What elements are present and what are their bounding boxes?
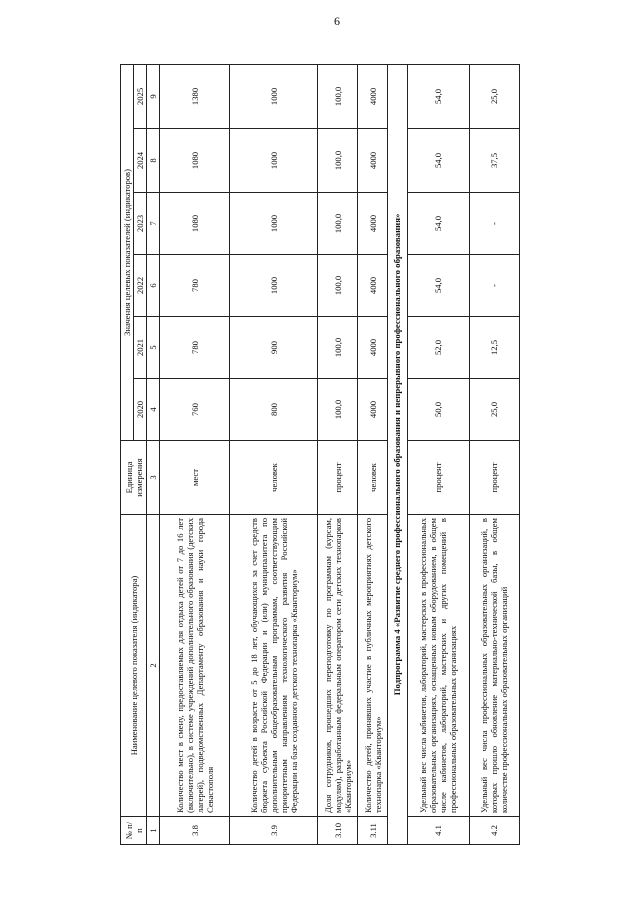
row-value: 4000 bbox=[358, 64, 388, 128]
row-value: 760 bbox=[160, 379, 230, 441]
row-value: 900 bbox=[230, 317, 318, 379]
index-cell: 6 bbox=[147, 255, 160, 317]
row-value: 4000 bbox=[358, 379, 388, 441]
row-num: 3.10 bbox=[318, 817, 358, 845]
index-cell: 5 bbox=[147, 317, 160, 379]
row-value: 780 bbox=[160, 255, 230, 317]
row-name: Доля сотрудников, прошедших переподготовку по программам (курсам, модулям), разработанным федеральным оператором сети детских технопарков «Кванториум» bbox=[318, 515, 358, 817]
header-year: 2020 bbox=[134, 379, 147, 441]
row-value: 37,5 bbox=[469, 129, 519, 193]
row-value: 100,0 bbox=[318, 317, 358, 379]
index-cell: 9 bbox=[147, 64, 160, 128]
row-name: Удельный вес числа профессиональных образовательных организаций, в которых прошло обновление материально-технической базы, в общем количестве профессиональных образовательных организаций bbox=[469, 515, 519, 817]
row-value: 54,0 bbox=[407, 64, 469, 128]
row-value: 1000 bbox=[230, 129, 318, 193]
row-value: - bbox=[469, 193, 519, 255]
index-cell: 2 bbox=[147, 515, 160, 817]
header-values-group: Значения целевых показателей (индикаторов) bbox=[121, 64, 134, 440]
row-value: 100,0 bbox=[318, 64, 358, 128]
row-name: Удельный вес числа кабинетов, лабораторий, мастерских в профессиональных образовательных организациях, оснащенных новым оборудованием, в общем числе кабинетов, лабораторий, мастерских и других помещений в профессиональных образовательных организациях bbox=[407, 515, 469, 817]
row-num: 3.8 bbox=[160, 817, 230, 845]
row-num: 4.1 bbox=[407, 817, 469, 845]
row-value: 780 bbox=[160, 317, 230, 379]
row-num: 3.11 bbox=[358, 817, 388, 845]
header-year: 2025 bbox=[134, 64, 147, 128]
row-value: 4000 bbox=[358, 255, 388, 317]
row-num: 3.9 bbox=[230, 817, 318, 845]
table-row bbox=[160, 64, 230, 844]
row-value: 54,0 bbox=[407, 129, 469, 193]
row-value: 4000 bbox=[358, 193, 388, 255]
index-cell: 3 bbox=[147, 441, 160, 515]
indicators-table bbox=[120, 64, 520, 845]
row-value: 25,0 bbox=[469, 64, 519, 128]
row-value: 100,0 bbox=[318, 193, 358, 255]
row-unit: процент bbox=[469, 441, 519, 515]
index-cell: 4 bbox=[147, 379, 160, 441]
index-cell: 1 bbox=[147, 817, 160, 845]
index-cell: 8 bbox=[147, 129, 160, 193]
row-name: Количество детей, принявших участие в публичных мероприятиях детского технопарка «Кванториум» bbox=[358, 515, 388, 817]
row-value: 12,5 bbox=[469, 317, 519, 379]
row-value: - bbox=[469, 255, 519, 317]
rotated-table-wrapper bbox=[120, 65, 545, 845]
row-unit: процент bbox=[318, 441, 358, 515]
row-value: 1080 bbox=[160, 129, 230, 193]
row-value: 1000 bbox=[230, 64, 318, 128]
row-value: 1080 bbox=[160, 193, 230, 255]
header-year: 2021 bbox=[134, 317, 147, 379]
row-value: 100,0 bbox=[318, 129, 358, 193]
row-value: 100,0 bbox=[318, 255, 358, 317]
header-year: 2024 bbox=[134, 129, 147, 193]
row-name: Количество детей в возрасте от 5 до 18 лет, обучающихся за счет средств бюджета субъекта Российской Федерации и (или) муниципалитета по дополнительным общеобразовательным программам, соответствующим приоритетным направлениям технологического развития Российской Федерации на базе созданного детского технопарка «Кванториум» bbox=[230, 515, 318, 817]
row-unit: мест bbox=[160, 441, 230, 515]
row-value: 800 bbox=[230, 379, 318, 441]
page-number: 6 bbox=[334, 14, 340, 28]
header-num: № п/п bbox=[121, 817, 147, 845]
header-year: 2022 bbox=[134, 255, 147, 317]
row-value: 54,0 bbox=[407, 193, 469, 255]
table-row bbox=[469, 64, 519, 844]
table-row bbox=[230, 64, 318, 844]
column-index-row bbox=[147, 64, 160, 844]
row-value: 54,0 bbox=[407, 255, 469, 317]
row-value: 25,0 bbox=[469, 379, 519, 441]
row-value: 52,0 bbox=[407, 317, 469, 379]
table-row bbox=[407, 64, 469, 844]
row-unit: человек bbox=[230, 441, 318, 515]
row-value: 100,0 bbox=[318, 379, 358, 441]
row-unit: человек bbox=[358, 441, 388, 515]
subprogram-row bbox=[388, 64, 407, 844]
table-row bbox=[358, 64, 388, 844]
row-value: 1000 bbox=[230, 255, 318, 317]
row-value: 1000 bbox=[230, 193, 318, 255]
row-value: 1380 bbox=[160, 64, 230, 128]
table-row bbox=[318, 64, 358, 844]
row-value: 4000 bbox=[358, 317, 388, 379]
index-cell: 7 bbox=[147, 193, 160, 255]
header-unit: Единица измерения bbox=[121, 441, 147, 515]
row-value: 50,0 bbox=[407, 379, 469, 441]
row-value: 4000 bbox=[358, 129, 388, 193]
row-unit: процент bbox=[407, 441, 469, 515]
header-year: 2023 bbox=[134, 193, 147, 255]
row-num: 4.2 bbox=[469, 817, 519, 845]
header-name: Наименование целевого показателя (индикатора) bbox=[121, 515, 147, 817]
subprogram-title: Подпрограмма 4 «Развитие среднего профессионального образования и непрерывного профессионального образования» bbox=[388, 64, 407, 844]
row-name: Количество мест в смену, предоставляемых для отдыха детей от 7 до 16 лет (включительно), в системе учреждений дополнительного образования (детских лагерей), подведомственных Департаменту образования и науки города Севастополя bbox=[160, 515, 230, 817]
